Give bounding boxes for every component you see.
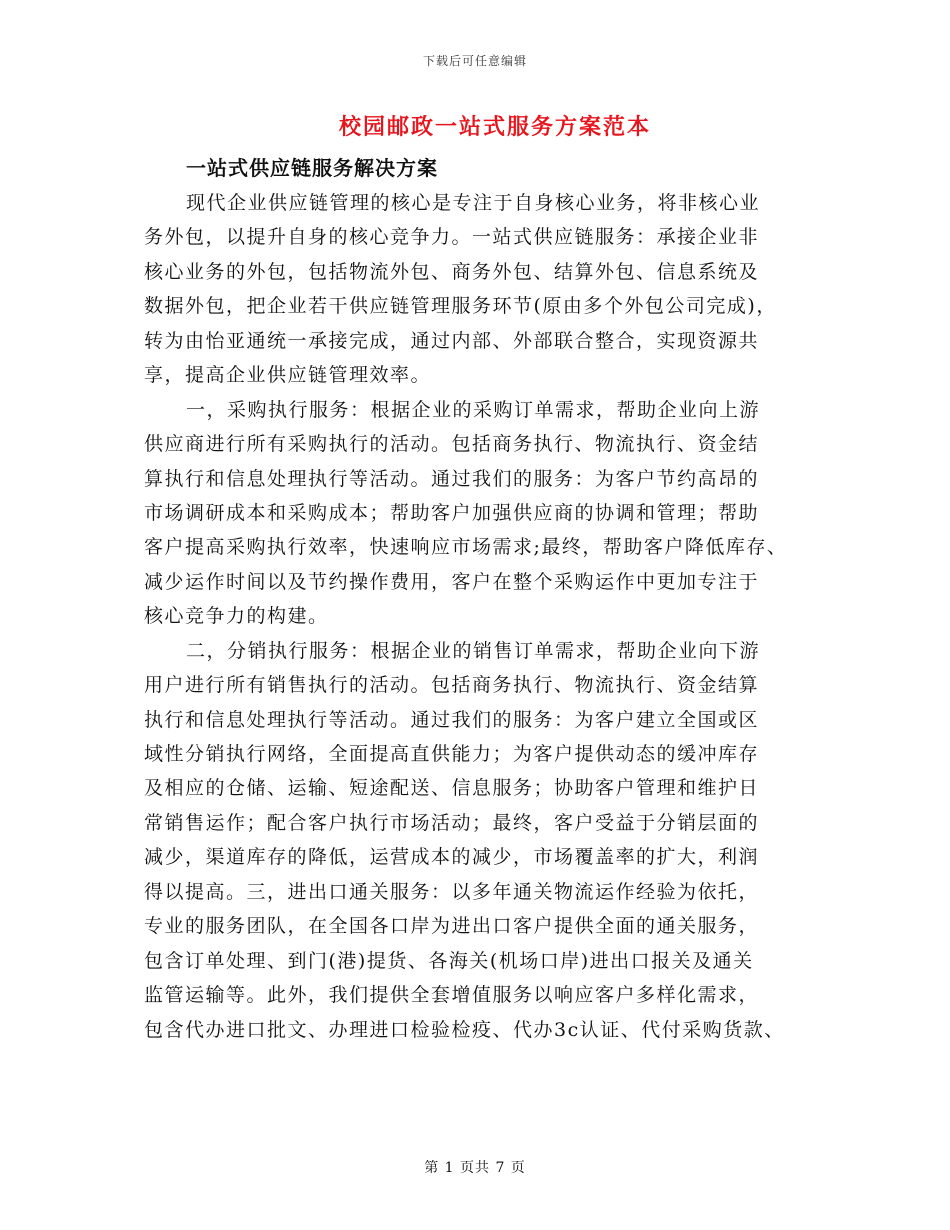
body-line: 减少运作时间以及节约操作费用，客户在整个采购运作中更加专注于	[144, 570, 760, 593]
header-note: 下载后可任意编辑	[422, 54, 527, 68]
body-line: 专业的服务团队，在全国各口岸为进出口客户提供全面的通关服务，	[144, 915, 760, 938]
body-line: 监管运输等。此外，我们提供全套增值服务以响应客户多样化需求，	[144, 984, 760, 1007]
body-line: 转为由怡亚通统一承接完成，通过内部、外部联合整合，实现资源共	[144, 329, 760, 352]
body-line: 数据外包，把企业若干供应链管理服务环节(原由多个外包公司完成)，	[144, 295, 777, 318]
body-line: 包含订单处理、到门(港)提货、各海关(机场口岸)进出口报关及通关	[144, 949, 754, 972]
body-line: 核心竞争力的构建。	[144, 605, 329, 628]
body-line: 及相应的仓储、运输、短途配送、信息服务；协助客户管理和维护日	[144, 777, 760, 800]
body-line: 现代企业供应链管理的核心是专注于自身核心业务，将非核心业	[186, 192, 761, 214]
body-line: 算执行和信息处理执行等活动。通过我们的服务：为客户节约高昂的	[144, 467, 760, 490]
body-line: 市场调研成本和采购成本；帮助客户加强供应商的协调和管理；帮助	[144, 501, 760, 524]
body-line: 域性分销执行网络，全面提高直供能力；为客户提供动态的缓冲库存	[144, 743, 760, 765]
body-line: 减少，渠道库存的降低，运营成本的减少，市场覆盖率的扩大，利润	[144, 846, 760, 869]
body-line: 得以提高。三，进出口通关服务：以多年通关物流运作经验为依托，	[144, 880, 760, 903]
page-indicator: 第 1 页共 7 页	[424, 1160, 526, 1176]
body-line: 执行和信息处理执行等活动。通过我们的服务：为客户建立全国或区	[144, 708, 760, 731]
body-line: 用户进行所有销售执行的活动。包括商务执行、物流执行、资金结算	[144, 674, 760, 697]
body-line: 客户提高采购执行效率，快速响应市场需求;最终，帮助客户降低库存、	[144, 536, 788, 559]
section-heading: 一站式供应链服务解决方案	[186, 156, 438, 180]
body-line: 务外包，以提升自身的核心竞争力。一站式供应链服务：承接企业非	[144, 226, 760, 249]
body-line: 核心业务的外包，包括物流外包、商务外包、结算外包、信息系统及	[144, 260, 760, 283]
body-line: 包含代办进口批文、办理进口检验检疫、代办3c认证、代付采购货款、	[144, 1018, 785, 1041]
body-line: 供应商进行所有采购执行的活动。包括商务执行、物流执行、资金结	[144, 433, 760, 456]
document-title: 校园邮政一站式服务方案范本	[338, 114, 651, 140]
body-line: 二，分销执行服务：根据企业的销售订单需求，帮助企业向下游	[186, 639, 761, 662]
body-line: 常销售运作；配合客户执行市场活动；最终，客户受益于分销层面的	[144, 811, 760, 834]
body-line: 一，采购执行服务：根据企业的采购订单需求，帮助企业向上游	[186, 398, 761, 421]
body-line: 享，提高企业供应链管理效率。	[144, 364, 432, 387]
body-text	[144, 186, 824, 1047]
